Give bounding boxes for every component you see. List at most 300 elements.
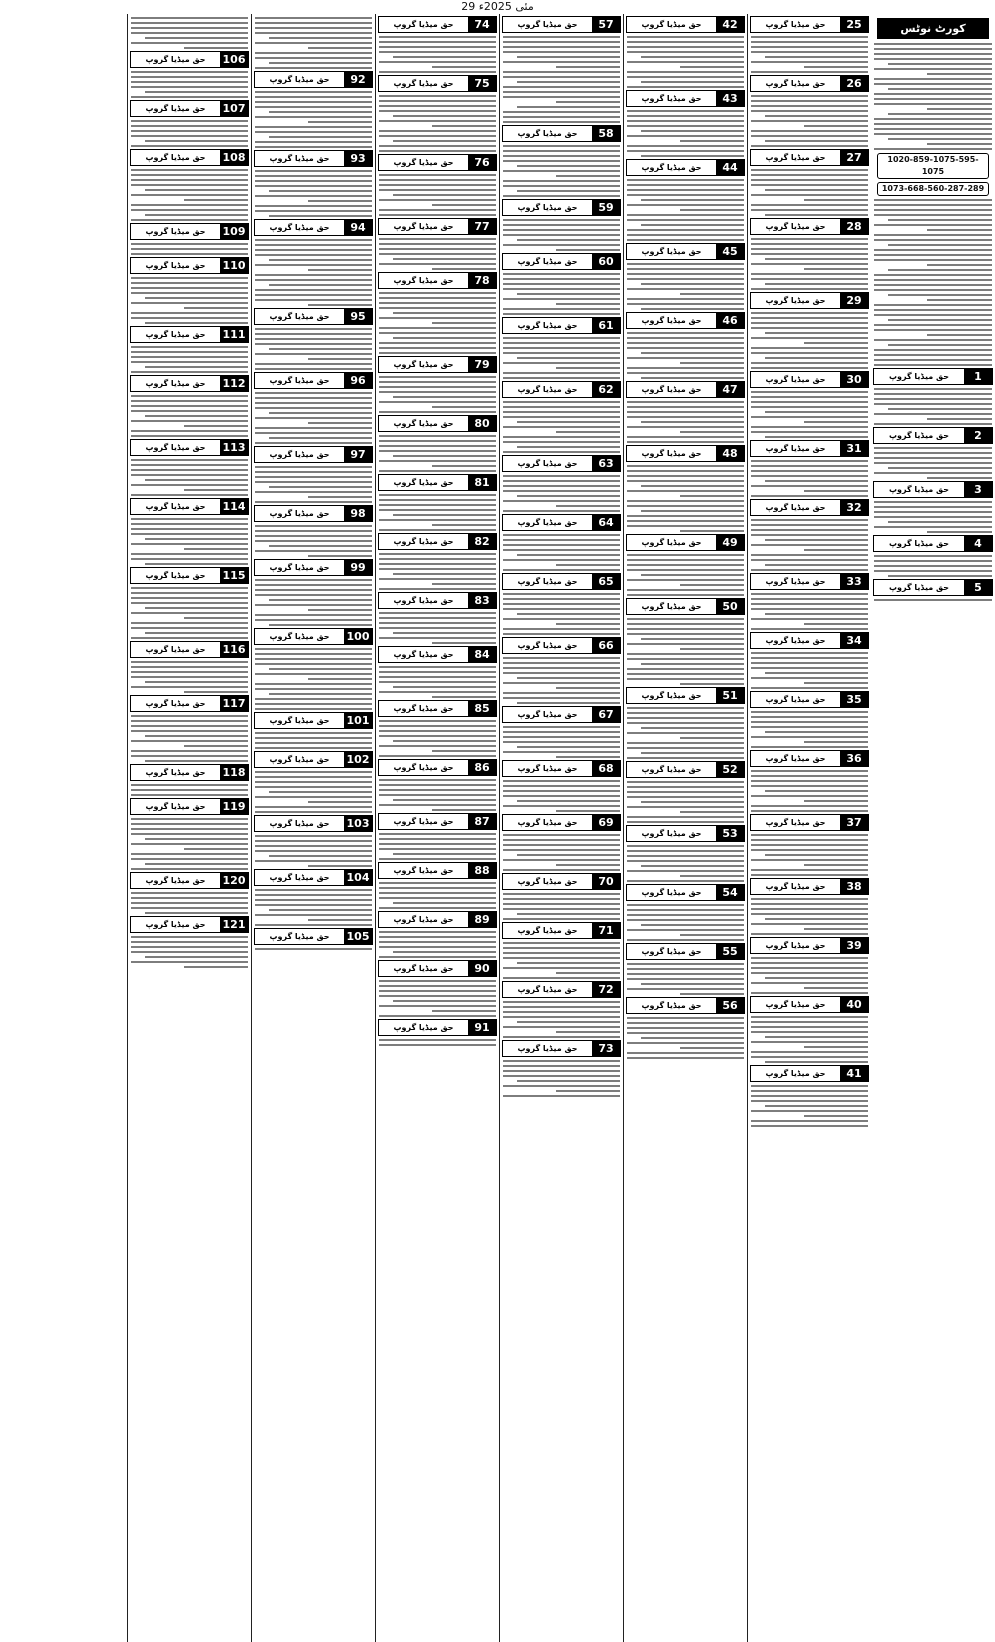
text-line <box>503 539 620 541</box>
text-line <box>751 174 868 176</box>
ad-block <box>500 873 623 920</box>
ad-header <box>378 960 497 977</box>
ad-block <box>748 996 871 1063</box>
ad-number: 89 <box>468 912 496 927</box>
text-line <box>804 928 868 930</box>
text-line <box>503 86 620 88</box>
text-line <box>131 843 248 845</box>
ad-text <box>503 337 620 379</box>
ad-number: 37 <box>840 815 868 830</box>
text-line <box>131 553 248 555</box>
ad-block <box>748 878 871 935</box>
ad-header <box>502 381 621 398</box>
text-line <box>255 525 372 527</box>
small-ad <box>871 427 995 479</box>
ad-block <box>376 533 499 590</box>
text-line <box>751 135 868 137</box>
group-name-label: حق میڈیا گروپ <box>874 536 964 551</box>
text-line <box>255 550 372 552</box>
column-1 <box>871 14 995 1642</box>
text-line <box>393 1000 496 1002</box>
text-line <box>627 707 744 709</box>
text-line <box>627 150 744 152</box>
text-line <box>874 452 992 454</box>
text-line <box>751 248 868 250</box>
text-line <box>627 821 744 823</box>
text-line <box>503 1065 620 1067</box>
group-name-label: حق میڈیا گروپ <box>503 638 592 653</box>
text-line <box>751 667 868 669</box>
text-line <box>874 259 992 261</box>
text-line <box>432 1010 496 1012</box>
text-line <box>131 868 248 870</box>
text-line <box>503 918 620 920</box>
ad-text <box>874 599 992 601</box>
ad-text <box>379 1039 496 1046</box>
text-line <box>680 209 744 211</box>
group-name-label: حق میڈیا گروپ <box>627 382 716 397</box>
text-line <box>751 972 868 974</box>
text-line <box>804 623 868 625</box>
group-name-label: حق میڈیا گروپ <box>379 760 468 775</box>
text-line <box>255 264 372 266</box>
ad-text <box>379 494 496 531</box>
text-line <box>255 747 372 749</box>
text-line <box>627 564 744 566</box>
ad-number: 61 <box>592 318 620 333</box>
text-line <box>393 632 496 634</box>
text-line <box>765 731 868 733</box>
text-line <box>874 501 992 503</box>
ad-block <box>748 573 871 630</box>
text-line <box>503 692 620 694</box>
text-line <box>131 720 248 722</box>
text-line <box>751 243 868 245</box>
ad-block <box>500 199 623 251</box>
text-line <box>503 785 620 787</box>
text-line <box>627 179 744 181</box>
text-line <box>503 441 620 443</box>
text-line <box>751 179 868 181</box>
group-name-label: حق میڈیا گروپ <box>379 701 468 716</box>
text-line <box>765 1105 868 1107</box>
ad-text <box>503 834 620 871</box>
ad-number: 99 <box>344 560 372 575</box>
text-line <box>503 372 620 374</box>
text-line <box>255 442 372 444</box>
group-name-label: حق میڈیا گروپ <box>627 688 716 703</box>
ad-number: 62 <box>592 382 620 397</box>
ad-header <box>130 916 249 933</box>
ad-header <box>378 16 497 33</box>
ad-number: 32 <box>840 500 868 515</box>
text-line <box>255 683 372 685</box>
text-line <box>556 756 620 758</box>
text-line <box>255 476 372 478</box>
text-line <box>751 209 868 211</box>
text-line <box>145 863 248 865</box>
text-line <box>874 68 992 70</box>
text-line <box>641 638 744 640</box>
text-line <box>888 294 992 296</box>
text-line <box>255 732 372 734</box>
text-line <box>131 292 248 294</box>
ad-block <box>128 764 251 796</box>
text-line <box>517 746 620 748</box>
ad-text <box>751 460 868 497</box>
ad-header <box>626 16 745 33</box>
ad-number: 81 <box>468 475 496 490</box>
text-line <box>680 875 744 877</box>
text-line <box>379 804 496 806</box>
text-line <box>255 274 372 276</box>
group-name-label: حق میڈیا گروپ <box>255 629 344 644</box>
text-line <box>184 425 248 427</box>
group-name-label: حق میڈیا گروپ <box>627 885 716 900</box>
text-line <box>751 110 868 112</box>
text-line <box>680 993 744 995</box>
column-5 <box>375 14 499 1642</box>
text-line <box>556 505 620 507</box>
text-line <box>379 730 496 732</box>
ad-header <box>626 943 745 960</box>
text-line <box>751 657 868 659</box>
ad-block <box>624 534 747 596</box>
group-name-label: حق میڈیا گروپ <box>379 155 468 170</box>
text-line <box>751 618 868 620</box>
text-line <box>255 491 372 493</box>
text-line <box>751 529 868 531</box>
text-line <box>627 914 744 916</box>
ad-block <box>500 922 623 979</box>
text-line <box>627 288 744 290</box>
text-line <box>131 248 248 250</box>
text-line <box>627 229 744 231</box>
ad-text <box>131 71 248 98</box>
group-name-label: حق میڈیا گروپ <box>379 593 468 608</box>
ad-text <box>379 882 496 909</box>
text-line <box>379 238 496 240</box>
text-line <box>379 882 496 884</box>
text-line <box>393 514 496 516</box>
text-line <box>379 558 496 560</box>
text-line <box>680 530 744 532</box>
group-name-label: حق میڈیا گروپ <box>131 642 220 657</box>
ad-number: 98 <box>344 506 372 521</box>
text-line <box>131 602 248 604</box>
text-line <box>379 174 496 176</box>
text-line <box>927 418 992 420</box>
text-line <box>627 239 744 241</box>
ad-text <box>751 711 868 748</box>
text-line <box>379 612 496 614</box>
text-line <box>131 464 248 466</box>
text-line <box>751 726 868 728</box>
text-line <box>308 358 372 360</box>
ad-text <box>255 328 372 370</box>
text-line <box>680 293 744 295</box>
text-line <box>751 834 868 836</box>
ad-block <box>252 446 375 503</box>
text-line <box>184 307 248 309</box>
group-name-label: حق میڈیا گروپ <box>131 440 220 455</box>
ad-text <box>751 238 868 290</box>
text-line <box>379 519 496 521</box>
ad-number: 31 <box>840 441 868 456</box>
text-line <box>751 406 868 408</box>
text-line <box>641 130 744 132</box>
text-line <box>131 494 248 496</box>
text-line <box>393 396 496 398</box>
ad-number: 88 <box>468 863 496 878</box>
text-line <box>131 22 248 24</box>
text-line <box>131 946 248 948</box>
text-line <box>765 115 868 117</box>
text-line <box>503 726 620 728</box>
text-line <box>556 249 620 251</box>
ad-text <box>627 110 744 157</box>
ad-header <box>750 937 869 954</box>
text-line <box>255 594 372 596</box>
text-line <box>503 485 620 487</box>
ad-text <box>503 893 620 920</box>
text-line <box>517 1080 620 1082</box>
text-line <box>765 140 868 142</box>
text-line <box>379 499 496 501</box>
text-line <box>627 411 744 413</box>
ad-header <box>378 415 497 432</box>
ad-block <box>128 375 251 437</box>
text-line <box>255 850 372 852</box>
group-name-label: حق میڈیا گروپ <box>379 17 468 32</box>
text-line <box>393 686 496 688</box>
text-line <box>145 838 248 840</box>
text-line <box>393 140 496 142</box>
text-line <box>503 111 620 113</box>
text-line <box>503 195 620 197</box>
text-line <box>627 298 744 300</box>
text-line <box>751 687 868 689</box>
text-line <box>255 22 372 24</box>
text-line <box>131 410 248 412</box>
text-line <box>503 618 620 620</box>
text-line <box>751 559 868 561</box>
text-line <box>751 982 868 984</box>
text-line <box>751 805 868 807</box>
text-line <box>751 1095 868 1097</box>
text-line <box>379 980 496 982</box>
text-line <box>503 569 620 571</box>
text-line <box>269 111 372 113</box>
text-line <box>627 278 744 280</box>
text-line <box>765 564 868 566</box>
ad-header <box>130 641 249 658</box>
ad-header <box>750 814 869 831</box>
ad-header <box>130 149 249 166</box>
ad-text <box>503 1001 620 1038</box>
ad-number: 76 <box>468 155 496 170</box>
text-line <box>131 395 248 397</box>
text-line <box>255 781 372 783</box>
text-line <box>874 48 992 50</box>
text-line <box>627 618 744 620</box>
court-notice-body-cont <box>874 199 992 366</box>
text-line <box>432 750 496 752</box>
text-line <box>269 412 372 414</box>
group-name-label: حق میڈیا گروپ <box>379 814 468 829</box>
text-line <box>379 637 496 639</box>
ad-number: 30 <box>840 372 868 387</box>
text-line <box>503 273 620 275</box>
text-line <box>379 622 496 624</box>
text-line <box>751 652 868 654</box>
group-name-label: حق میڈیا گروپ <box>255 373 344 388</box>
ad-header <box>502 706 621 723</box>
ad-header <box>378 1019 497 1036</box>
text-line <box>269 437 372 439</box>
text-line <box>255 658 372 660</box>
ad-number: 29 <box>840 293 868 308</box>
group-name-label: حق میڈیا گروپ <box>503 200 592 215</box>
text-line <box>379 184 496 186</box>
ad-block <box>500 514 623 571</box>
text-line <box>874 364 992 366</box>
text-line <box>255 205 372 207</box>
text-line <box>379 794 496 796</box>
group-name-label: حق میڈیا گروپ <box>627 762 716 777</box>
text-line <box>503 657 620 659</box>
text-line <box>308 200 372 202</box>
ad-block <box>624 687 747 759</box>
ad-block <box>128 439 251 496</box>
text-line <box>627 470 744 472</box>
ad-header <box>130 798 249 815</box>
ad-block <box>500 1040 623 1097</box>
text-line <box>379 401 496 403</box>
text-line <box>641 224 744 226</box>
text-line <box>379 892 496 894</box>
ad-header <box>378 862 497 879</box>
text-line <box>680 140 744 142</box>
ad-number: 113 <box>220 440 248 455</box>
ad-block <box>376 474 499 531</box>
small-ad <box>871 579 995 601</box>
ad-header <box>130 51 249 68</box>
group-name-label: حق میڈیا گروپ <box>379 475 468 490</box>
text-line <box>751 1125 868 1127</box>
group-name-label: حق میڈیا گروپ <box>874 482 964 497</box>
text-line <box>874 148 992 150</box>
text-line <box>627 668 744 670</box>
text-line <box>255 806 372 808</box>
small-ad <box>871 481 995 533</box>
text-line <box>255 96 372 98</box>
text-line <box>627 372 744 374</box>
group-name-label: حق میڈیا گروپ <box>503 574 592 589</box>
text-line <box>503 603 620 605</box>
ad-header <box>873 368 993 385</box>
group-name-label: حق میڈیا گروپ <box>627 826 716 841</box>
text-line <box>503 180 620 182</box>
text-line <box>641 56 744 58</box>
ad-text <box>751 770 868 812</box>
ad-block <box>128 51 251 98</box>
text-line <box>627 145 744 147</box>
text-line <box>751 957 868 959</box>
text-line <box>255 338 372 340</box>
text-line <box>751 460 868 462</box>
text-line <box>131 592 248 594</box>
text-line <box>517 495 620 497</box>
text-line <box>888 521 992 523</box>
ad-header <box>378 218 497 235</box>
ad-number: 3 <box>964 482 992 497</box>
text-line <box>379 504 496 506</box>
group-name-label: حق میڈیا گروپ <box>131 568 220 583</box>
text-line <box>379 342 496 344</box>
text-line <box>503 893 620 895</box>
text-line <box>503 1095 620 1097</box>
text-line <box>269 909 372 911</box>
text-line <box>751 992 868 994</box>
text-line <box>255 619 372 621</box>
text-line <box>503 155 620 157</box>
ad-number: 95 <box>344 309 372 324</box>
ad-number: 49 <box>716 535 744 550</box>
text-line <box>765 790 868 792</box>
ad-block <box>748 371 871 438</box>
text-line <box>145 189 248 191</box>
text-line <box>503 751 620 753</box>
text-line <box>255 106 372 108</box>
text-line <box>503 1016 620 1018</box>
text-line <box>379 578 496 580</box>
text-line <box>751 317 868 319</box>
text-line <box>379 887 496 889</box>
text-line <box>379 292 496 294</box>
text-line <box>255 91 372 93</box>
text-line <box>627 76 744 78</box>
text-line <box>131 818 248 820</box>
ad-number: 44 <box>716 160 744 175</box>
ad-block <box>624 761 747 823</box>
text-line <box>874 43 992 45</box>
text-line <box>255 427 372 429</box>
text-line <box>379 956 496 958</box>
text-line <box>680 648 744 650</box>
ad-number: 104 <box>344 870 372 885</box>
text-line <box>641 421 744 423</box>
text-line <box>751 903 868 905</box>
group-name-label: حق میڈیا گروپ <box>131 873 220 888</box>
group-name-label: حق میڈیا گروپ <box>379 416 468 431</box>
text-line <box>503 224 620 226</box>
text-line <box>255 244 372 246</box>
text-line <box>379 391 496 393</box>
text-line <box>131 587 248 589</box>
text-line <box>874 78 992 80</box>
text-line <box>503 337 620 339</box>
text-line <box>269 62 372 64</box>
text-line <box>503 942 620 944</box>
ad-number: 35 <box>840 692 868 707</box>
text-line <box>751 337 868 339</box>
text-line <box>751 524 868 526</box>
ad-block <box>376 16 499 73</box>
text-line <box>503 490 620 492</box>
text-line <box>131 86 248 88</box>
text-line <box>269 855 372 857</box>
